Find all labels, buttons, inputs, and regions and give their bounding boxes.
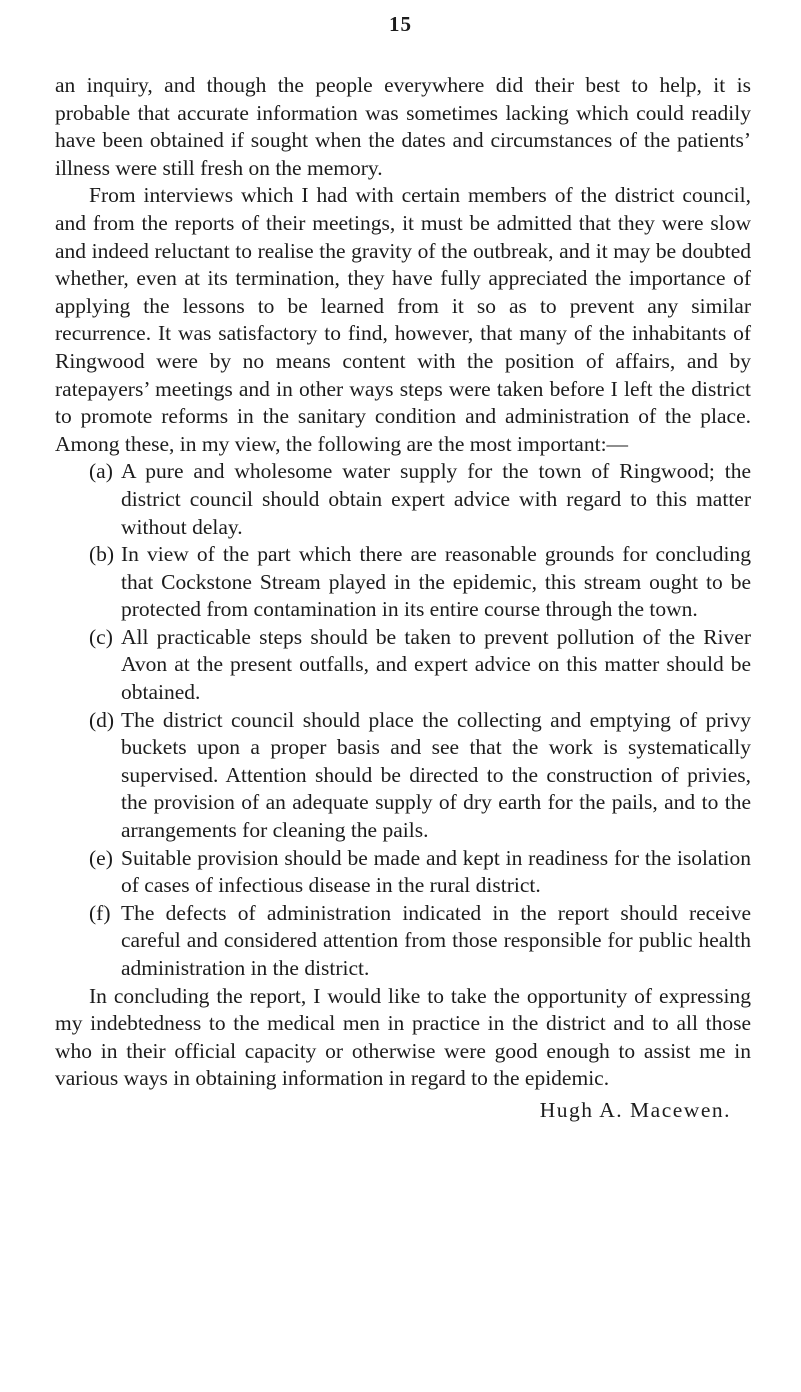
intro-paragraph: an inquiry, and though the people everywhere did their best to help, it is probable that accurate information was sometimes lacking which could readily have been obtained if sought when the dates and circumstances of the patients’ illness were still fresh on the memory. bbox=[55, 73, 751, 180]
item-marker: (a) bbox=[89, 459, 113, 484]
item-marker: (c) bbox=[89, 624, 113, 649]
item-text: A pure and wholesome water supply for the town of Ringwood; the district council should obtain expert advice with regard to this matter without delay. bbox=[121, 459, 751, 539]
signature bbox=[55, 1097, 751, 1125]
item-text: In view of the part which there are reasonable grounds for concluding that Cockstone Stream played in the epidemic, this stream ought to be protected from contamination in its entire course through the town. bbox=[121, 542, 751, 622]
signature-first-name: Hugh bbox=[539, 1097, 594, 1122]
interviews-paragraph: From interviews which I had with certain members of the district council, and from the reports of their meetings, it must be admitted that they were slow and indeed reluctant to realise the gravity of the outbreak, and it may be doubted whether, even at its termination, they have fully appreciated the importance of applying the lessons to be learned from it so as to prevent any similar recurrence. It was satisfactory to find, however, that many of the inhabitants of Ringwood were by no means content with the position of affairs, and by ratepayers’ meetings and in other ways steps were taken before I left the district to promote reforms in the sanitary condition and administration of the place. Among these, in my view, the following are the most important:— bbox=[55, 183, 751, 456]
recommendation-item-c bbox=[55, 624, 751, 707]
recommendation-item-a bbox=[55, 458, 751, 541]
item-text: Suitable provision should be made and kept in readiness for the isolation of cases of infectious disease in the rural district. bbox=[121, 845, 751, 898]
item-text: The district council should place the collecting and emptying of privy buckets upon a proper basis and see that the work is systematically supervised. Attention should be directed to the construction of privies, the provision of an adequate supply of dry earth for the pails, and to the arrangements for cleaning the pails. bbox=[121, 707, 751, 843]
document-body bbox=[55, 72, 751, 1125]
item-text: The defects of administration indicated in the report should receive careful and considered attention from those responsible for public health administration in the district. bbox=[121, 900, 751, 980]
item-marker: (f) bbox=[89, 900, 111, 925]
recommendation-item-d bbox=[55, 707, 751, 845]
signature-last-name: Macewen. bbox=[630, 1097, 731, 1122]
signature-initial: A. bbox=[599, 1097, 624, 1122]
page-number: 15 bbox=[389, 12, 412, 36]
recommendation-item-e bbox=[55, 845, 751, 900]
item-text: All practicable steps should be taken to prevent pollution of the River Avon at the present outfalls, and expert advice on this matter should be obtained. bbox=[121, 624, 751, 705]
recommendation-item-f bbox=[55, 900, 751, 983]
item-marker: (d) bbox=[89, 707, 115, 732]
recommendations-list bbox=[55, 458, 751, 982]
item-marker: (e) bbox=[89, 845, 113, 870]
closing-paragraph: In concluding the report, I would like to take the opportunity of expressing my indebtedness to the medical men in practice in the district and to all those who in their official capacity or otherwise were good enough to assist me in various ways in obtaining information in regard to the epidemic. bbox=[55, 983, 751, 1091]
item-marker: (b) bbox=[89, 542, 115, 567]
recommendation-item-b bbox=[55, 541, 751, 624]
